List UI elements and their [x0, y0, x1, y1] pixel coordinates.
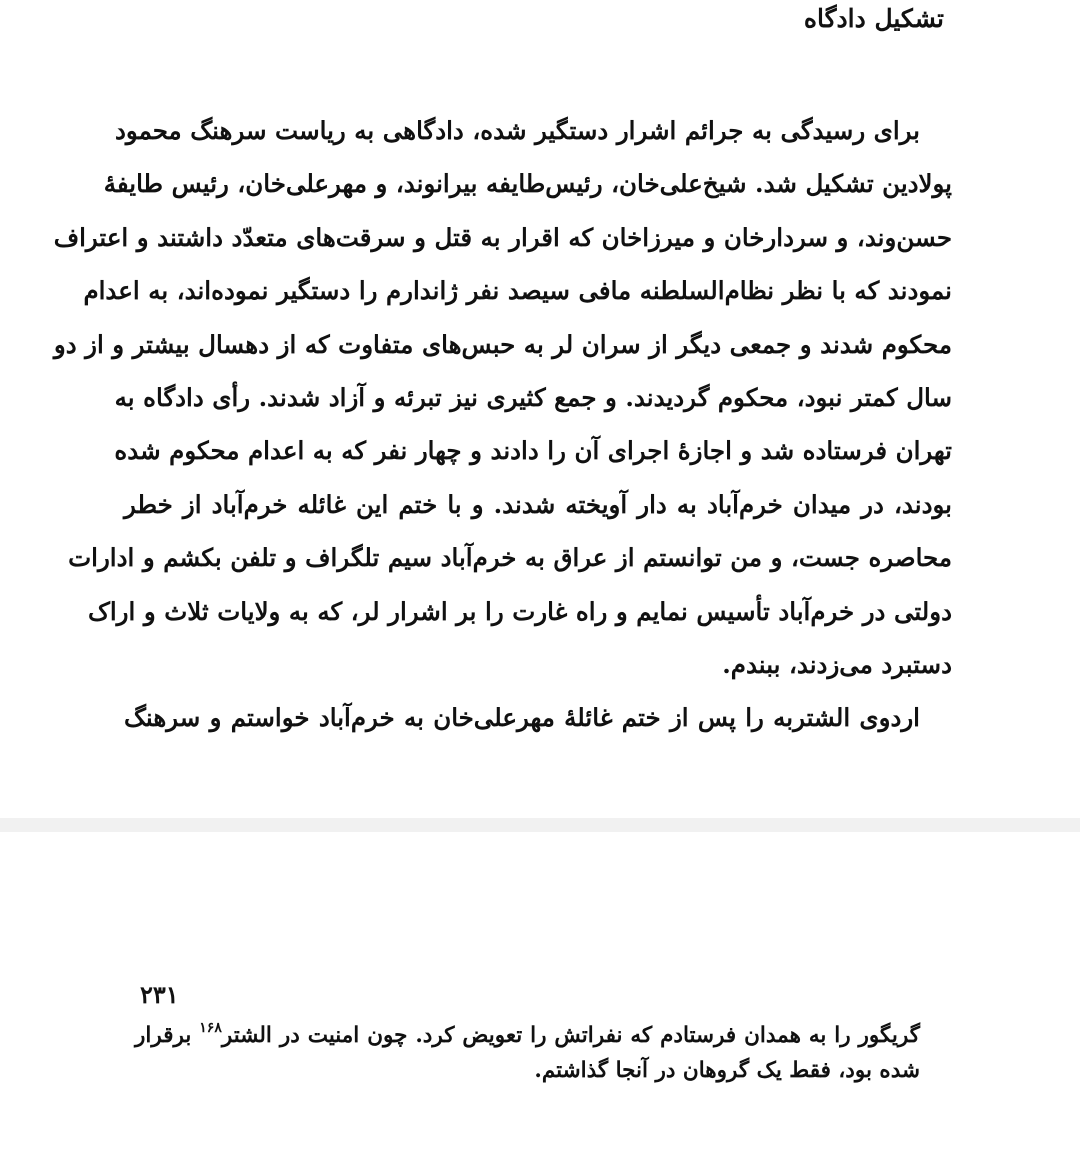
page-separator [0, 818, 1080, 832]
body-line: محکوم شدند و جمعی دیگر از سران لر به حبس‌های متفاوت که از دهسال بیشتر و از دو [53, 329, 952, 359]
footnote-line: شده بود، فقط یک گروهان در آنجا گذاشتم. [534, 1058, 920, 1083]
body-line: دستبرد می‌زدند، ببندم. [722, 650, 952, 680]
body-line: بودند، در میدان خرم‌آباد به دار آویخته شدند. و با ختم این غائله خرم‌آباد از خطر [124, 489, 952, 519]
body-line: تهران فرستاده شد و اجازهٔ اجرای آن را دادند و چهار نفر که به اعدام محکوم شده [114, 436, 952, 466]
footnote-line [135, 1018, 920, 1053]
body-line: سال کمتر نبود، محکوم گردیدند. و جمع کثیری نیز تبرئه و آزاد شدند. رأی دادگاه به [114, 383, 952, 413]
page-number: ۲۳۱ [140, 980, 179, 1009]
body-line: دولتی در خرم‌آباد تأسیس نمایم و راه غارت را بر اشرار لر، که به ولایات ثلاث و اراک [87, 596, 952, 626]
footnote-reference: ۱۶۸ [199, 1020, 222, 1036]
bottom-page [0, 832, 1080, 1164]
body-text [53, 104, 952, 745]
footnote-text: برقرار [135, 1023, 192, 1048]
body-line: اردوی الشتربه را پس از ختم غائلهٔ مهرعلی‌خان به خرم‌آباد خواستم و سرهنگ [124, 703, 920, 733]
body-line: حسن‌وند، و سردارخان و میرزاخان که اقرار به قتل و سرقت‌های متعدّد داشتند و اعتراف [53, 222, 952, 252]
body-line: نمودند که با نظر نظام‌السلطنه مافی سیصد نفر ژاندارم را دستگیر نموده‌اند، به اعدام [83, 276, 952, 306]
body-line: برای رسیدگی به جرائم اشرار دستگیر شده، دادگاهی به ریاست سرهنگ محمود [115, 116, 920, 145]
body-line: محاصره جست، و من توانستم از عراق به خرم‌آباد سیم تلگراف و تلفن بکشم و ادارات [68, 543, 952, 573]
footnote [135, 1018, 920, 1088]
running-head: تشکیل دادگاه [803, 4, 944, 33]
body-line: پولادین تشکیل شد. شیخ‌علی‌خان، رئیس‌طایفه بیرانوند، و مهرعلی‌خان، رئیس طایفهٔ [103, 169, 952, 199]
footnote-text: گریگور را به همدان فرستادم که نفراتش را تعویض کرد. چون امنیت در الشتر [221, 1023, 920, 1048]
